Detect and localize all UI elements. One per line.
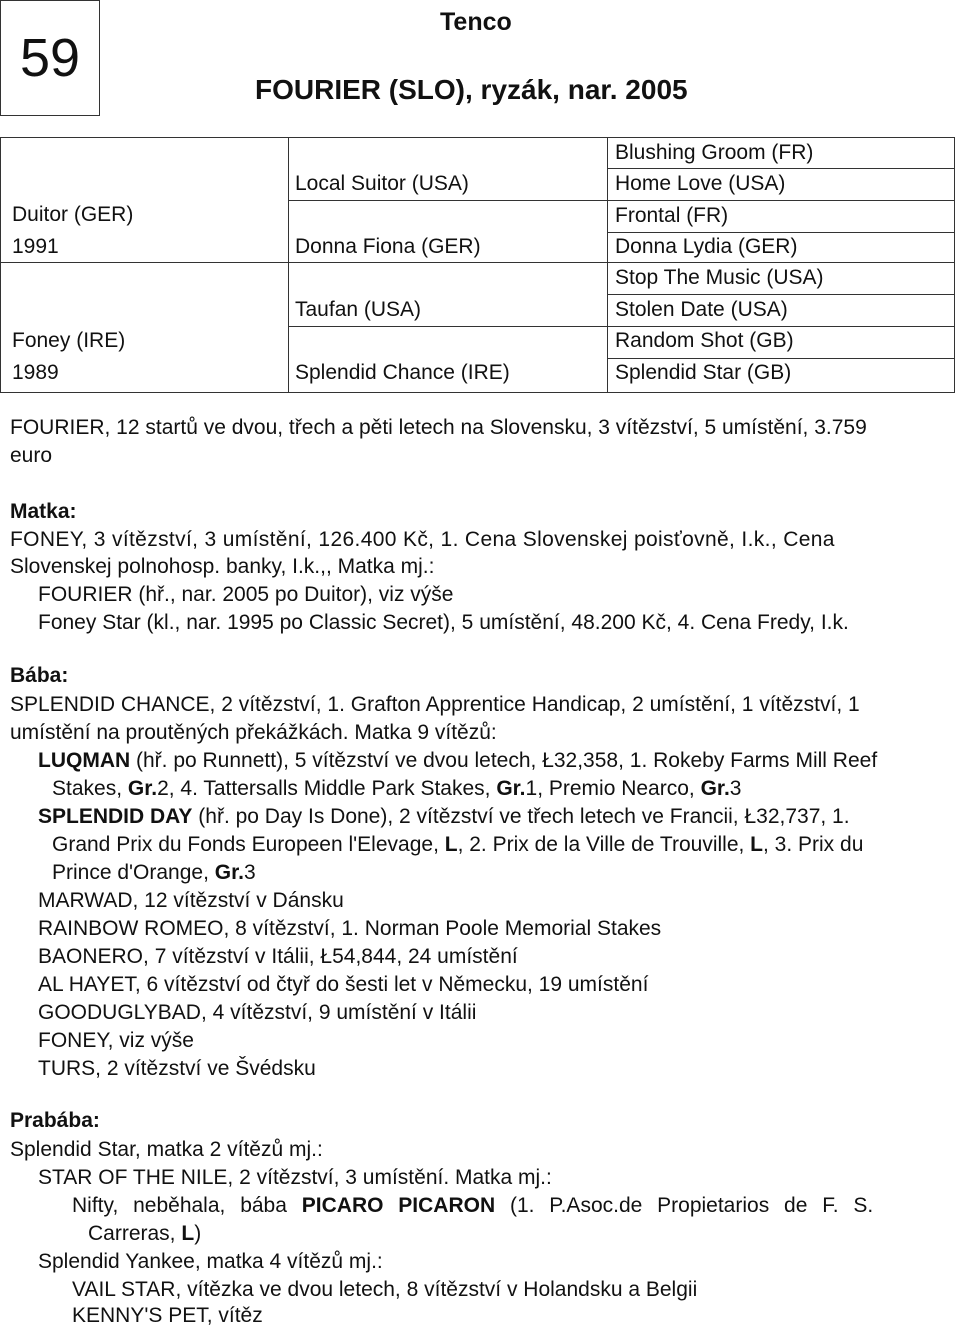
splendid-day-name: SPLENDID DAY [38,805,193,828]
ggp-1: Blushing Groom (FR) [615,141,814,164]
baba-offspring: GOODUGLYBAD, 4 vítězství, 9 umístění v Itálii [38,1001,477,1024]
prababa-nifty-line-2: Carreras, L) [88,1222,202,1245]
baba-splendid-day-line-1: SPLENDID DAY (hř. po Day Is Done), 2 vítězství ve třech letech ve Francii, Ł32,737, 1. [38,805,850,828]
baba-line-2: umístění na proutěných překážkách. Matka 9 vítězů: [10,721,497,744]
baba-line-1: SPLENDID CHANCE, 2 vítězství, 1. Grafton Apprentice Handicap, 2 umístění, 1 vítězství, 1 [10,693,860,716]
baba-offspring: FONEY, viz výše [38,1029,194,1052]
baba-splendid-day-line-2: Grand Prix du Fonds Europeen l'Elevage, L, 2. Prix de la Ville de Trouville, L, 3. Prix du [52,833,864,856]
summary-line-2: euro [10,444,53,467]
matka-line-1: FONEY, 3 vítězství, 3 umístění, 126.400 Kč, 1. Cena Slovenskej poisťovně, I.k., Cena [10,528,835,551]
page-title: FOURIER (SLO), ryzák, nar. 2005 [255,74,688,105]
luqman-name: LUQMAN [38,749,131,772]
baba-heading: Bába: [10,664,69,687]
prababa-line-5: Splendid Yankee, matka 4 vítězů mj.: [38,1250,383,1273]
sire-name: Duitor (GER) [12,203,134,226]
ggp-7: Random Shot (GB) [615,329,794,352]
ggp-8: Splendid Star (GB) [615,361,792,384]
dam-dam: Splendid Chance (IRE) [295,361,510,384]
prababa-nifty-line-1: Nifty, neběhala, bába PICARO PICARON (1. P.Asoc.de Propietarios de F. S. [72,1194,874,1217]
sire-year: 1991 [12,235,59,258]
ggp-5: Stop The Music (USA) [615,266,824,289]
lot-number: 59 [19,28,81,88]
dam-sire: Taufan (USA) [295,298,422,321]
matka-heading: Matka: [10,500,77,523]
ggp-6: Stolen Date (USA) [615,298,788,321]
matka-offspring-1: FOURIER (hř., nar. 2005 po Duitor), viz výše [38,583,454,606]
sire-dam: Donna Fiona (GER) [295,235,481,258]
baba-splendid-day-line-3: Prince d'Orange, Gr.3 [52,861,256,884]
baba-offspring: BAONERO, 7 vítězství v Itálii, Ł54,844, 24 umístění [38,945,518,968]
prababa-line-2: STAR OF THE NILE, 2 vítězství, 3 umístění. Matka mj.: [38,1166,552,1189]
baba-offspring: AL HAYET, 6 vítězství od čtyř do šesti let v Německu, 19 umístění [38,973,649,996]
matka-line-2: Slovenskej polnohosp. banky, I.k.,, Matka mj.: [10,555,435,578]
baba-luqman-line-1: LUQMAN (hř. po Runnett), 5 vítězství ve dvou letech, Ł32,358, 1. Rokeby Farms Mill Reef [38,749,878,772]
prababa-line-7: KENNY'S PET, vítěz [72,1304,263,1327]
lot-number-box [0,0,100,116]
pedigree-table [0,137,955,393]
baba-luqman-line-2: Stakes, Gr.2, 4. Tattersalls Middle Park Stakes, Gr.1, Premio Nearco, Gr.3 [52,777,742,800]
sire-sire: Local Suitor (USA) [295,172,469,195]
ggp-4: Donna Lydia (GER) [615,235,798,258]
baba-offspring: MARWAD, 12 vítězství v Dánsku [38,889,344,912]
prababa-heading: Prabába: [10,1109,100,1132]
summary-line-1: FOURIER, 12 startů ve dvou, třech a pěti letech na Slovensku, 3 vítězství, 5 umístění, 3.759 [10,416,867,439]
dam-name: Foney (IRE) [12,329,126,352]
baba-offspring: TURS, 2 vítězství ve Švédsku [38,1057,316,1080]
prababa-line-1: Splendid Star, matka 2 vítězů mj.: [10,1138,323,1161]
dam-year: 1989 [12,361,59,384]
matka-offspring-2: Foney Star (kl., nar. 1995 po Classic Secret), 5 umístění, 48.200 Kč, 4. Cena Fredy, I.k. [38,611,849,634]
baba-offspring: RAINBOW ROMEO, 8 vítězství, 1. Norman Poole Memorial Stakes [38,917,662,940]
ggp-2: Home Love (USA) [615,172,786,195]
ggp-3: Frontal (FR) [615,204,729,227]
horse-name: Tenco [440,8,512,36]
picaro-picaron-name: PICARO PICARON [301,1194,496,1217]
prababa-line-6: VAIL STAR, vítězka ve dvou letech, 8 vítězství v Holandsku a Belgii [72,1278,698,1301]
